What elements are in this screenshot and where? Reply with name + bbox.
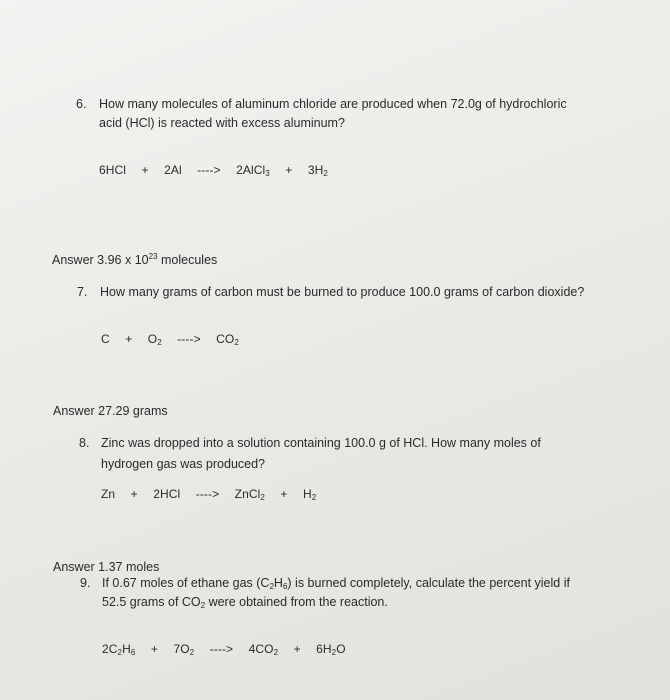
question-9-line-2 (102, 592, 388, 616)
plus-sign: + (130, 487, 138, 501)
reactant-o2 (173, 642, 194, 657)
q9-sub-h: 6 (282, 582, 288, 591)
question-9-number: 9. (80, 576, 91, 590)
question-8-line-1: Zinc was dropped into a solution containing 100.0 g of HCl. How many moles of (101, 436, 541, 450)
c2h6-sub-c: 2 (117, 648, 123, 657)
o2-sub: 2 (189, 648, 195, 657)
question-6-answer (52, 247, 217, 270)
q9-line2-a: 52.5 grams of CO (102, 595, 201, 609)
answer-label: Answer (52, 253, 94, 267)
answer-value: 3.96 x 10 (97, 253, 149, 267)
question-7-equation (101, 332, 239, 347)
product-h2-base: H (302, 487, 312, 501)
reactant-c: C (101, 332, 110, 346)
plus-sign: + (150, 642, 158, 656)
h2o-part-a: 6H (316, 642, 332, 656)
answer-unit: molecules (161, 253, 218, 267)
question-7-line-1: How many grams of carbon must be burned to produce 100.0 grams of carbon dioxide? (100, 285, 585, 299)
co2-base: 4CO (248, 642, 274, 656)
product-zncl2 (235, 487, 265, 502)
product-alcl3-subscript: 3 (265, 169, 270, 178)
question-7-number: 7. (77, 285, 88, 299)
question-8-line-2: hydrogen gas was produced? (101, 457, 266, 471)
q9-text-h: H (273, 576, 283, 590)
reactant-hcl: 6HCl (99, 163, 127, 177)
answer-label: Answer (53, 560, 95, 574)
c2h6-sub-h: 6 (130, 648, 136, 657)
product-h2o (316, 642, 346, 657)
reactant-o2-base: O (147, 332, 158, 346)
c2h6-part-a: 2C (102, 642, 118, 656)
plus-sign: + (141, 163, 149, 177)
product-h2-base: 3H (307, 163, 324, 177)
q9-text-c: ) is burned completely, calculate the percent yield if (287, 576, 570, 590)
question-6-line-2: acid (HCl) is reacted with excess aluminum? (99, 116, 345, 130)
plus-sign: + (285, 163, 293, 177)
reaction-arrow: ----> (177, 332, 201, 346)
product-h2-subscript: 2 (311, 493, 317, 502)
product-alcl3-base: 2AlCl (236, 163, 266, 177)
reactant-hcl: 2HCl (153, 487, 181, 501)
reactant-o2 (148, 332, 162, 347)
question-7-answer (53, 401, 168, 421)
question-6-number: 6. (76, 97, 87, 111)
q9-text-a: If 0.67 moles of ethane gas (C (102, 576, 270, 590)
reaction-arrow: ----> (197, 163, 221, 177)
reaction-arrow: ----> (209, 642, 234, 656)
question-8-number: 8. (79, 436, 90, 450)
product-h2 (303, 487, 316, 502)
product-co2 (216, 332, 239, 347)
question-9-equation (102, 642, 346, 657)
q9-line2-b: were obtained from the reaction. (205, 595, 388, 609)
product-co2-subscript: 2 (234, 338, 239, 347)
reactant-zn: Zn (101, 487, 116, 501)
question-8-equation (101, 487, 316, 502)
product-h2-subscript: 2 (323, 169, 328, 178)
product-co2 (249, 642, 279, 657)
product-zncl2-subscript: 2 (260, 493, 265, 502)
c2h6-part-h: H (122, 642, 131, 656)
h2o-sub: 2 (331, 648, 337, 657)
reactant-o2-subscript: 2 (157, 338, 162, 347)
h2o-part-b: O (336, 642, 346, 656)
co2-sub: 2 (273, 648, 279, 657)
reaction-arrow: ----> (195, 487, 220, 501)
q9-sub-c: 2 (269, 582, 274, 591)
q9-line2-sub: 2 (200, 601, 206, 610)
reactant-c2h6 (102, 642, 135, 657)
product-h2 (308, 163, 328, 178)
product-zncl2-base: ZnCl (234, 487, 261, 501)
plus-sign: + (293, 642, 301, 656)
reactant-al: 2Al (164, 163, 182, 177)
question-6-line-1: How many molecules of aluminum chloride are produced when 72.0g of hydrochloric (99, 97, 567, 111)
answer-label: Answer (53, 404, 95, 418)
product-alcl3 (236, 163, 270, 178)
answer-exponent: 23 (148, 252, 158, 261)
plus-sign: + (280, 487, 288, 501)
plus-sign: + (125, 332, 133, 346)
o2-base: 7O (173, 642, 190, 656)
product-co2-base: CO (216, 332, 235, 346)
question-6-equation (99, 163, 328, 178)
answer-value: 27.29 grams (98, 404, 168, 418)
answer-value: 1.37 moles (98, 560, 160, 574)
